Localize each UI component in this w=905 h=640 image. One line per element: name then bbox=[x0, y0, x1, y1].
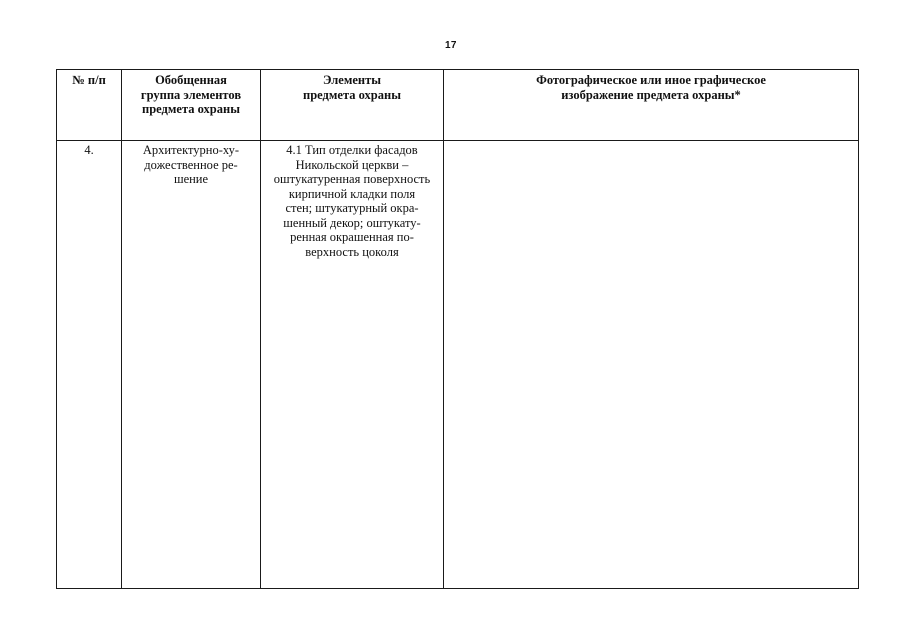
header-elements-label: Элементы предмета охраны bbox=[303, 73, 401, 102]
table-row bbox=[57, 141, 859, 589]
row-group-cell bbox=[122, 141, 261, 589]
protection-subject-table bbox=[56, 69, 859, 589]
page-number: 17 bbox=[445, 40, 457, 51]
table-header-row bbox=[57, 70, 859, 141]
row-group: Архитектурно-ху- дожественное ре- шение bbox=[142, 143, 240, 186]
row-number: 4. bbox=[84, 143, 94, 157]
row-elements: 4.1 Тип отделки фасадов Никольской церкви –оштукатуренная поверхность кирпичной кладки поля стен; штукатурный окра- шенный декор; оштукату- ренная окрашенная по- верхность цоколя bbox=[273, 143, 431, 259]
header-number-label: № п/п bbox=[72, 73, 106, 87]
header-elements bbox=[261, 70, 444, 141]
header-group bbox=[122, 70, 261, 141]
row-number-cell bbox=[57, 141, 122, 589]
row-image-area bbox=[447, 143, 855, 587]
row-image-cell bbox=[444, 141, 859, 589]
header-number bbox=[57, 70, 122, 141]
row-elements-cell bbox=[261, 141, 444, 589]
header-group-label: Обобщенная группа элементов предмета охраны bbox=[140, 73, 242, 116]
header-image-label: Фотографическое или иное графическое изображение предмета охраны* bbox=[536, 73, 766, 102]
header-image bbox=[444, 70, 859, 141]
